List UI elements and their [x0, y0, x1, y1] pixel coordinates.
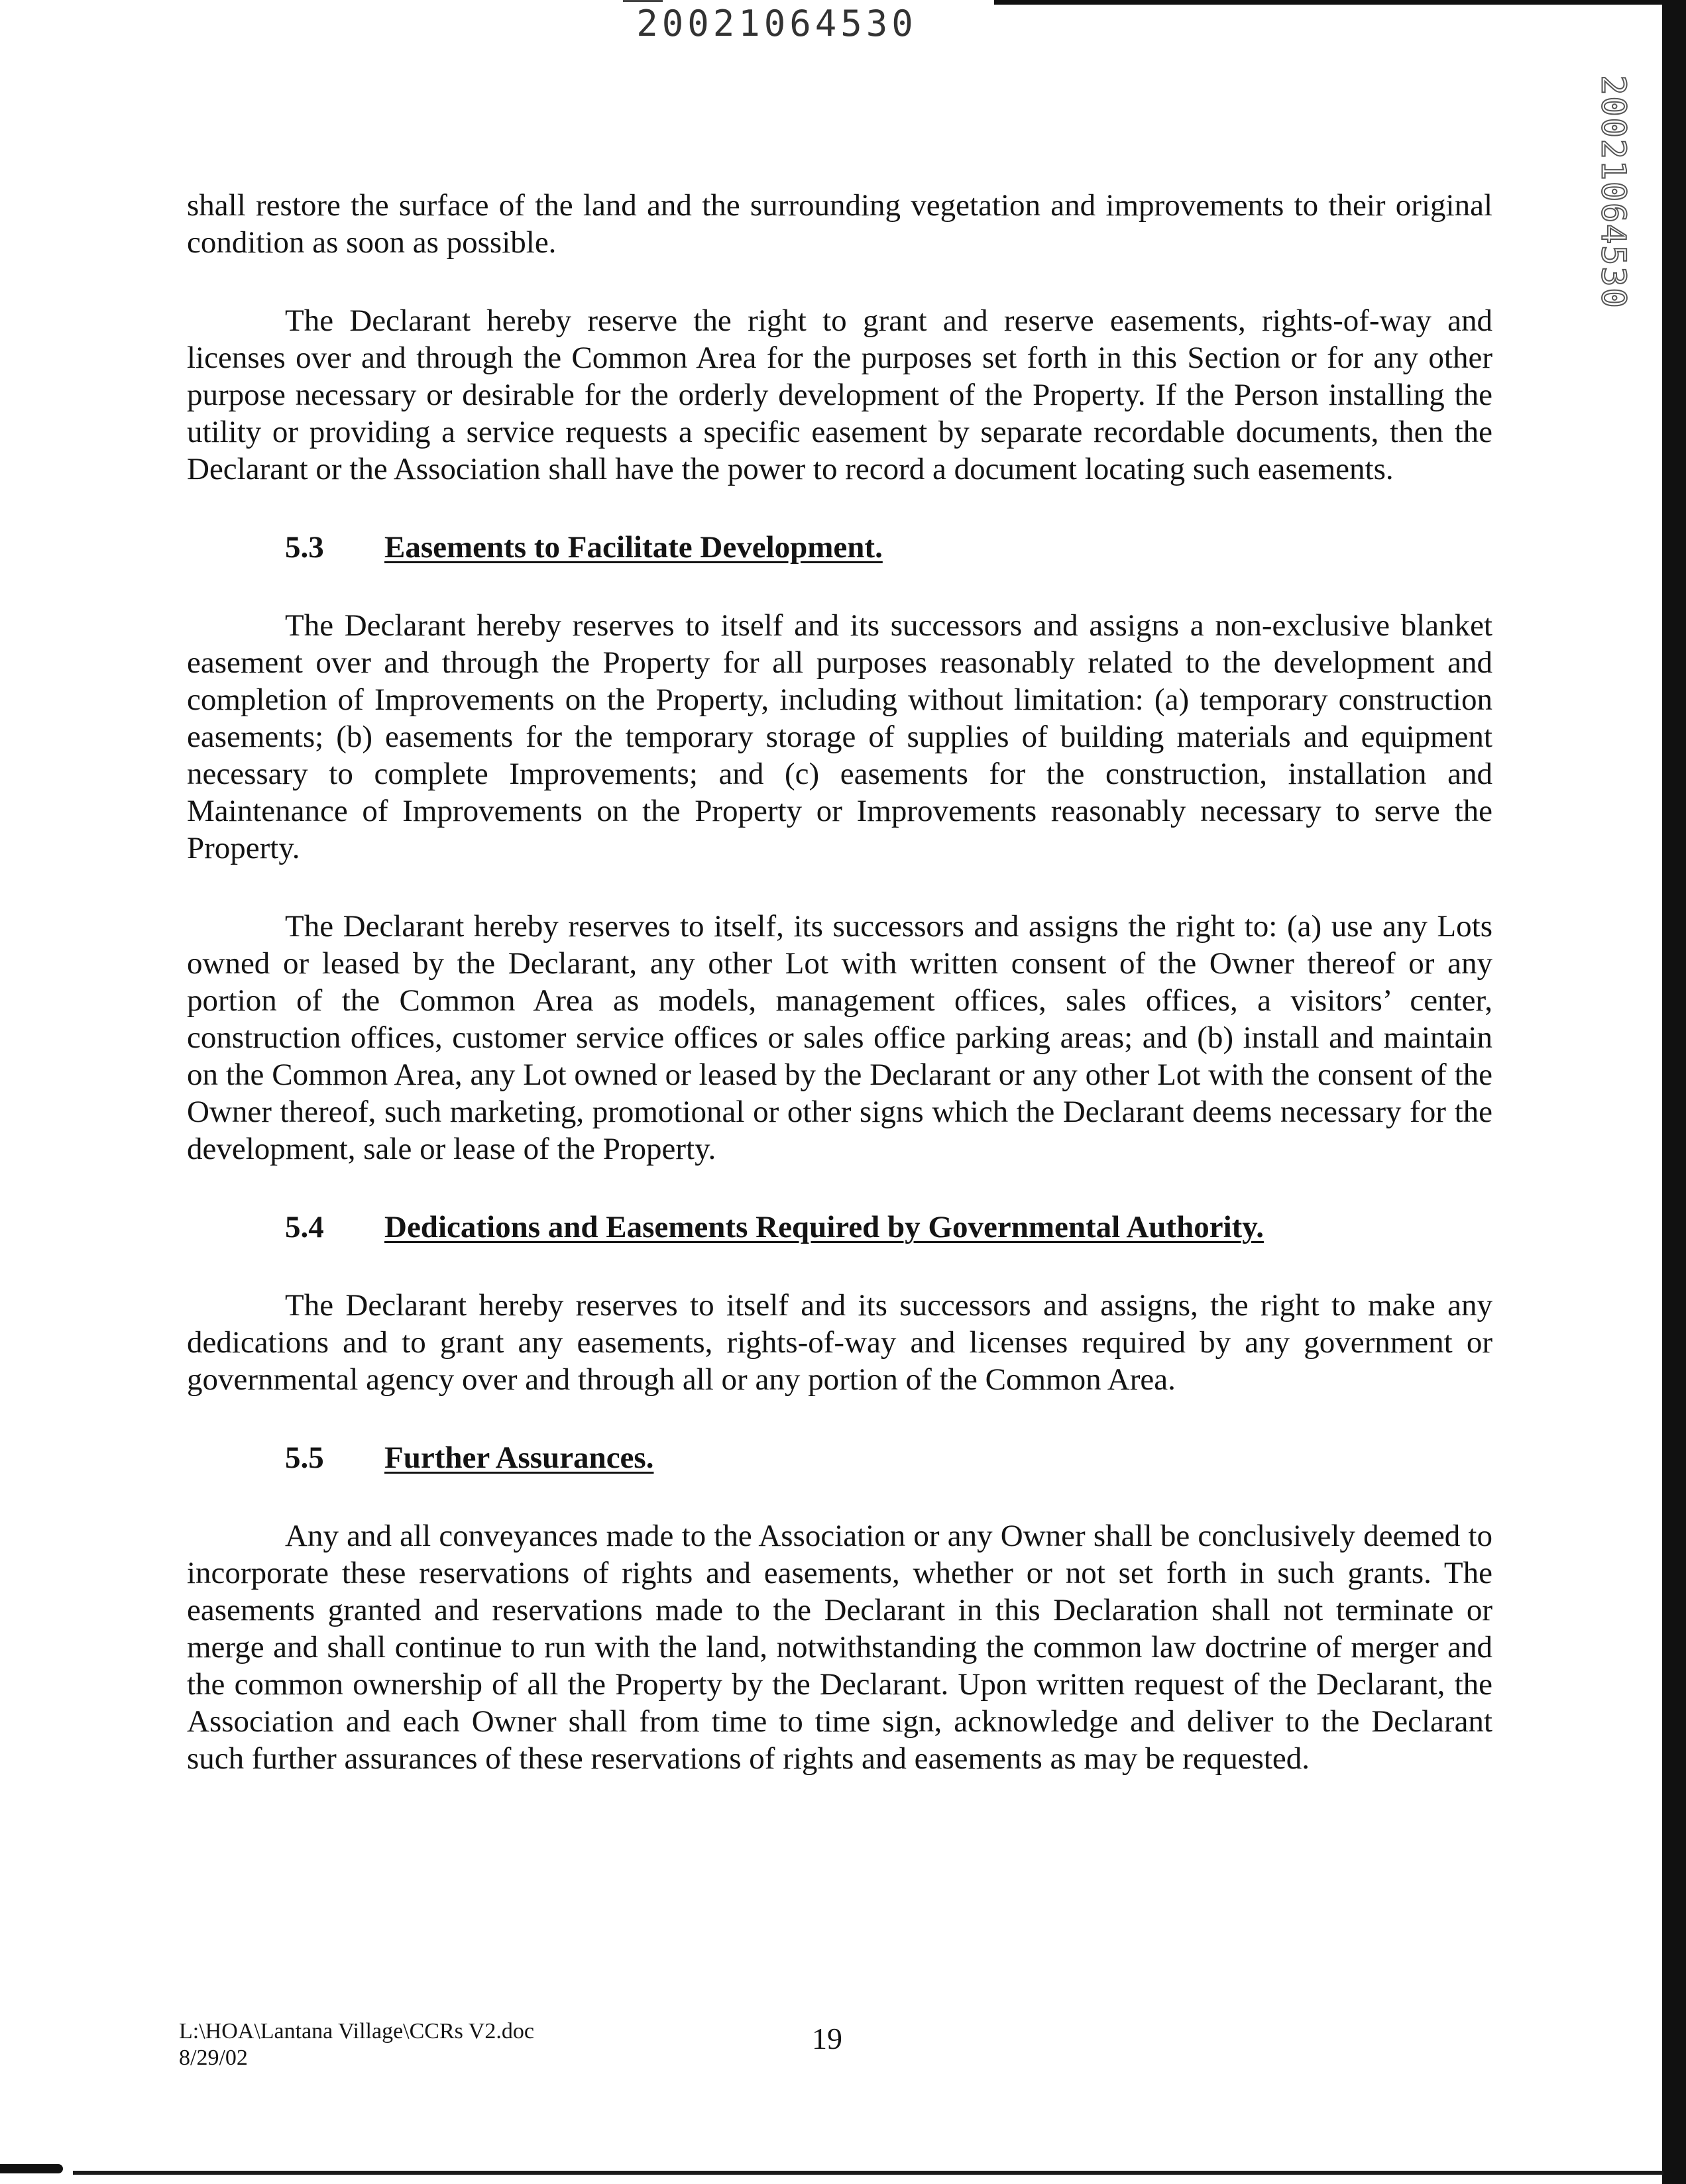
page-number: 19: [812, 2022, 842, 2055]
scan-edge-mark-bottom: [0, 2164, 63, 2173]
paragraph-5-4: The Declarant hereby reserves to itself and its successors and assigns, the right to make any dedications and to grant any easements, rights-of-way and licenses required by any government or governmental agency over and through all or any portion of the Common Area.: [187, 1288, 1492, 1397]
section-number: 5.5: [285, 1441, 324, 1475]
section-number: 5.3: [285, 530, 324, 565]
section-number: 5.4: [285, 1210, 324, 1244]
side-stamp: [1591, 75, 1637, 309]
paragraph-declarant-reserve: The Declarant hereby reserve the right to grant and reserve easements, rights-of-way and licenses over and through the Common Area for the purposes set forth in this Section or for any other purpose necessary or desirable for the orderly development of the Property. If the Person installing the utility or providing a service requests a specific easement by separate recordable documents, then the Declarant or the Association shall have the power to record a document locating such easements.: [187, 303, 1492, 486]
side-stamp-text: 20021064530: [1595, 75, 1634, 309]
section-title: Easements to Facilitate Development.: [384, 530, 883, 565]
footer-file-info: [179, 2018, 534, 2071]
section-heading-5-4: [187, 1209, 1492, 1246]
footer-date: 8/29/02: [179, 2046, 248, 2070]
section-title: Further Assurances.: [384, 1441, 654, 1475]
section-heading-5-5: [187, 1439, 1492, 1476]
scan-edge-mark: [623, 0, 663, 2]
document-body: [187, 187, 1492, 1777]
section-heading-5-3: [187, 529, 1492, 566]
paragraph-continued: shall restore the surface of the land and the surrounding vegetation and improvements to their original condition as soon as possible.: [187, 188, 1492, 260]
document-number: [0, 3, 1686, 44]
section-title: Dedications and Easements Required by Governmental Authority.: [384, 1210, 1264, 1244]
scan-edge-right: [1662, 0, 1686, 2184]
scan-edge-bottom: [73, 2171, 1663, 2175]
document-number-text: 20021064530: [636, 3, 917, 44]
paragraph-5-3-b: The Declarant hereby reserves to itself, its successors and assigns the right to: (a) use any Lots owned or leased by the Declarant, any other Lot with written consent of the Owner thereof or any portion of the Common Area as models, management offices, sales offices, a visitors’ center, construction offices, customer service offices or sales office parking areas; and (b) install and maintain on the Common Area, any Lot owned or leased by the Declarant or any other Lot with the consent of the Owner thereof, such marketing, promotional or other signs which the Declarant deems necessary for the development, sale or lease of the Property.: [187, 909, 1492, 1166]
paragraph-5-5: Any and all conveyances made to the Association or any Owner shall be conclusively deemed to incorporate these reservations of rights and easements, whether or not set forth in such grants. The easements granted and reservations made to the Declarant in this Declaration shall not terminate or merge and shall continue to run with the land, notwithstanding the common law doctrine of merger and the common ownership of all the Property by the Declarant. Upon written request of the Declarant, the Association and each Owner shall from time to time sign, acknowledge and deliver to the Declarant such further assurances of these reservations of rights and easements as may be requested.: [187, 1519, 1492, 1776]
paragraph-5-3-a: The Declarant hereby reserves to itself and its successors and assigns a non-exclusive blanket easement over and through the Property for all purposes reasonably related to the development and completion of Improvements on the Property, including without limitation: (a) temporary construction easements; (b) easements for the temporary storage of supplies of building materials and equipment necessary to complete Improvements; and (c) easements for the construction, installation and Maintenance of Improvements on the Property or Improvements reasonably necessary to serve the Property.: [187, 608, 1492, 865]
footer-file-path: L:\HOA\Lantana Village\CCRs V2.doc: [179, 2019, 534, 2044]
